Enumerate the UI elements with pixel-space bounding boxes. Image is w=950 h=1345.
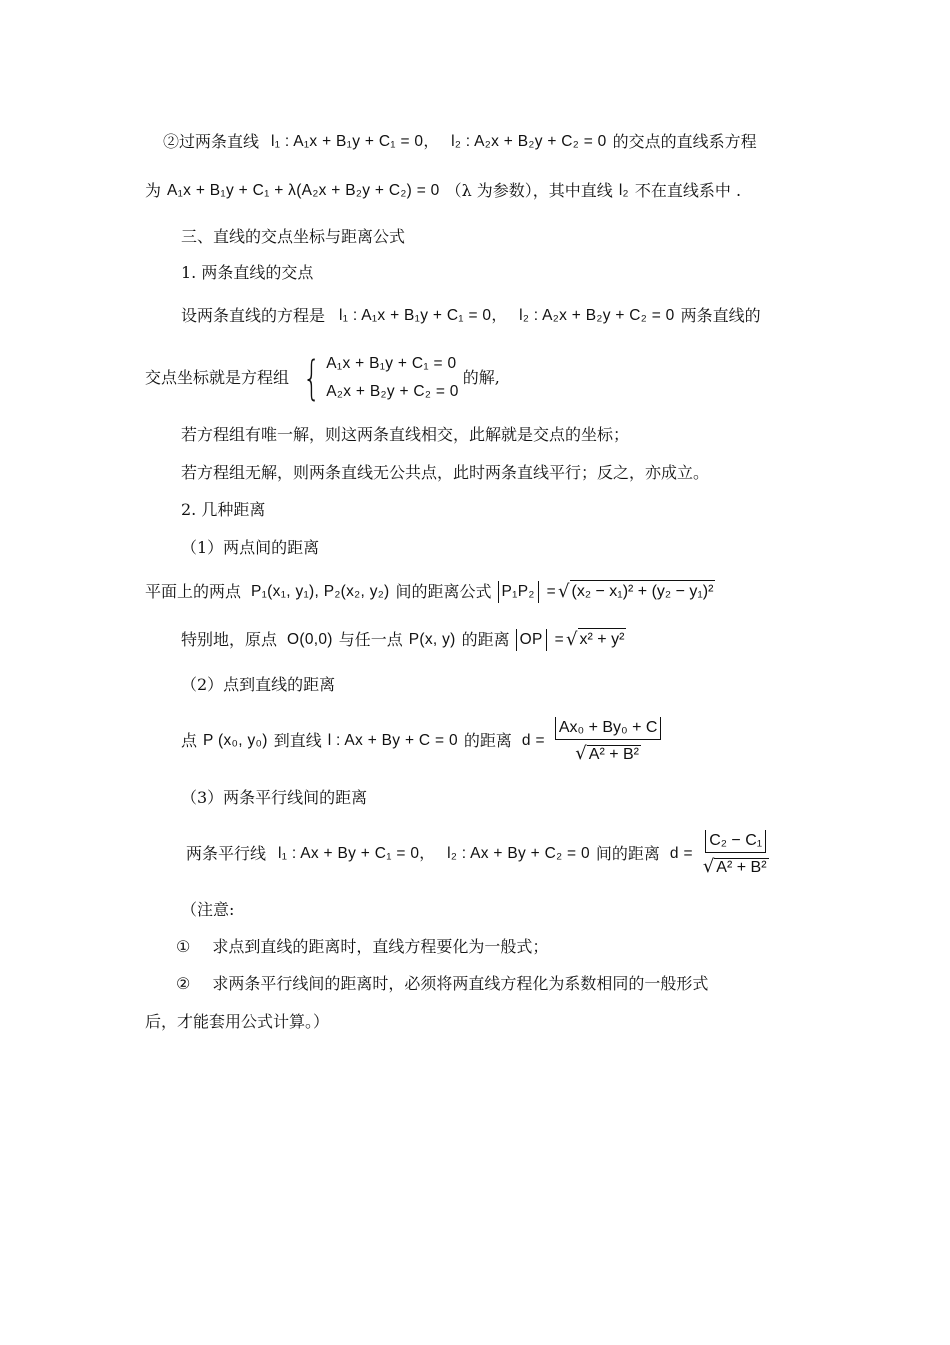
sqrt-icon: √ <box>702 855 715 877</box>
case-none <box>181 462 709 484</box>
subheading-point-line <box>181 674 335 696</box>
subheading-text: （2）点到直线的距离 <box>181 675 336 694</box>
family-equation: A₁x + B₁y + C₁ + λ(A₂x + B₂y + C₂) = 0 <box>167 182 440 199</box>
text: 求点到直线的距离时，直线方程要化为一般式； <box>212 937 549 956</box>
text: 的距离 <box>461 629 510 649</box>
text: 不在直线系中 . <box>634 181 742 200</box>
system-row-2: A₂x + B₂y + C₂ = 0 <box>326 383 459 400</box>
sqrt-icon: √ <box>558 581 570 602</box>
text: 间的距离公式 <box>395 581 492 601</box>
radicand: (x₂ − x₁)² + (y₂ − y₁)² <box>570 580 716 603</box>
fraction <box>703 830 769 879</box>
equation-l2: l₂ : A₂x + B₂y + C₂ = 0 <box>519 307 675 324</box>
equation-l2: l₂ : A₂x + B₂y + C₂ = 0 <box>451 133 607 150</box>
circled-number-1: ① <box>176 937 191 956</box>
points: P₁(x₁, y₁), P₂(x₂, y₂) <box>251 582 390 600</box>
equals: = <box>554 630 565 648</box>
subheading-text: （3）两条平行线间的距离 <box>181 788 368 807</box>
line-intersection-family-2 <box>145 180 741 202</box>
left-brace: { <box>302 351 321 405</box>
line-system <box>145 350 500 406</box>
text: （注意: <box>181 900 235 919</box>
d-symbol: d = <box>521 732 545 749</box>
text: 特别地，原点 <box>181 629 278 649</box>
text: 的解, <box>462 368 500 387</box>
line-parallel-distance <box>186 825 773 883</box>
text: 的交点的直线系方程 <box>612 132 757 151</box>
text: 间的距离 <box>595 844 660 863</box>
subheading-distances <box>181 499 265 521</box>
section-title <box>181 226 405 248</box>
subheading-parallel <box>181 787 367 809</box>
origin: O(0,0) <box>287 630 333 648</box>
text: 的距离 <box>463 731 512 750</box>
note-2-continued <box>145 1011 329 1033</box>
case-unique <box>181 424 629 446</box>
text: 若方程组无解，则两条直线无公共点，此时两条直线平行；反之，亦成立。 <box>181 463 710 482</box>
numerator: C₂ − C₁ <box>705 830 766 853</box>
equals: = <box>546 582 557 600</box>
equation-system <box>326 350 458 406</box>
section-heading: 三、直线的交点坐标与距离公式 <box>181 227 406 246</box>
equation-l2: l₂ : Ax + By + C₂ = 0 <box>447 845 590 862</box>
text: 平面上的两点 <box>145 581 242 601</box>
distance-op: OP <box>516 629 547 651</box>
subheading-text: 1. 两条直线的交点 <box>181 263 314 282</box>
subheading-text: 2. 几种距离 <box>181 500 266 519</box>
subheading-text: （1）两点间的距离 <box>181 538 320 557</box>
sqrt-expression <box>558 580 715 603</box>
text: 与任一点 <box>338 629 403 649</box>
radicand: A² + B² <box>588 745 639 763</box>
line-two-lines-equations <box>181 305 761 327</box>
system-row-1: A₁x + B₁y + C₁ = 0 <box>326 355 457 372</box>
equation-l1: l₁ : A₁x + B₁y + C₁ = 0， <box>271 133 440 150</box>
line-intersection-family-1 <box>163 131 757 153</box>
subheading-two-points <box>181 537 319 559</box>
radicand: A² + B² <box>716 858 767 876</box>
text: 后，才能套用公式计算。） <box>145 1012 330 1031</box>
sqrt-icon: √ <box>566 629 578 650</box>
sqrt-expression <box>566 628 626 651</box>
text: 点 <box>181 731 198 750</box>
circled-number-2: ② <box>176 974 191 993</box>
note-2 <box>176 973 708 995</box>
point-p: P(x, y) <box>408 630 456 648</box>
text: ②过两条直线 <box>163 132 260 151</box>
text: 到直线 <box>273 731 322 750</box>
text: 设两条直线的方程是 <box>181 306 326 325</box>
text: 为 <box>145 181 162 200</box>
equation-l1: l₁ : A₁x + B₁y + C₁ = 0， <box>339 307 508 324</box>
subheading-intersection <box>181 262 313 284</box>
line-origin-distance <box>181 628 626 651</box>
radicand: x² + y² <box>578 628 627 651</box>
distance-p1p2: P₁P₂ <box>498 581 539 603</box>
text: 求两条平行线间的距离时，必须将两直线方程化为系数相同的一般形式 <box>212 974 709 993</box>
d-symbol: d = <box>669 845 693 862</box>
line-point-point-distance <box>145 580 715 603</box>
sqrt-icon: √ <box>575 742 587 764</box>
numerator: Ax₀ + By₀ + C <box>555 717 662 740</box>
text: 若方程组有唯一解，则这两条直线相交，此解就是交点的坐标； <box>181 425 630 444</box>
denominator <box>575 740 641 766</box>
text: 交点坐标就是方程组 <box>145 368 290 387</box>
text: （λ 为参数），其中直线 <box>445 181 613 200</box>
note-open <box>181 899 234 921</box>
text: 两条平行线 <box>186 844 267 863</box>
equation-l1: l₁ : Ax + By + C₁ = 0， <box>278 845 436 862</box>
note-1 <box>176 936 548 958</box>
denominator <box>703 853 769 879</box>
l2-symbol: l₂ <box>618 182 629 199</box>
fraction <box>555 717 662 766</box>
point: P (x₀, y₀) <box>203 732 268 749</box>
text: 两条直线的 <box>680 306 761 325</box>
line-point-line-distance <box>181 713 665 769</box>
line-equation: l : Ax + By + C = 0 <box>327 732 458 749</box>
